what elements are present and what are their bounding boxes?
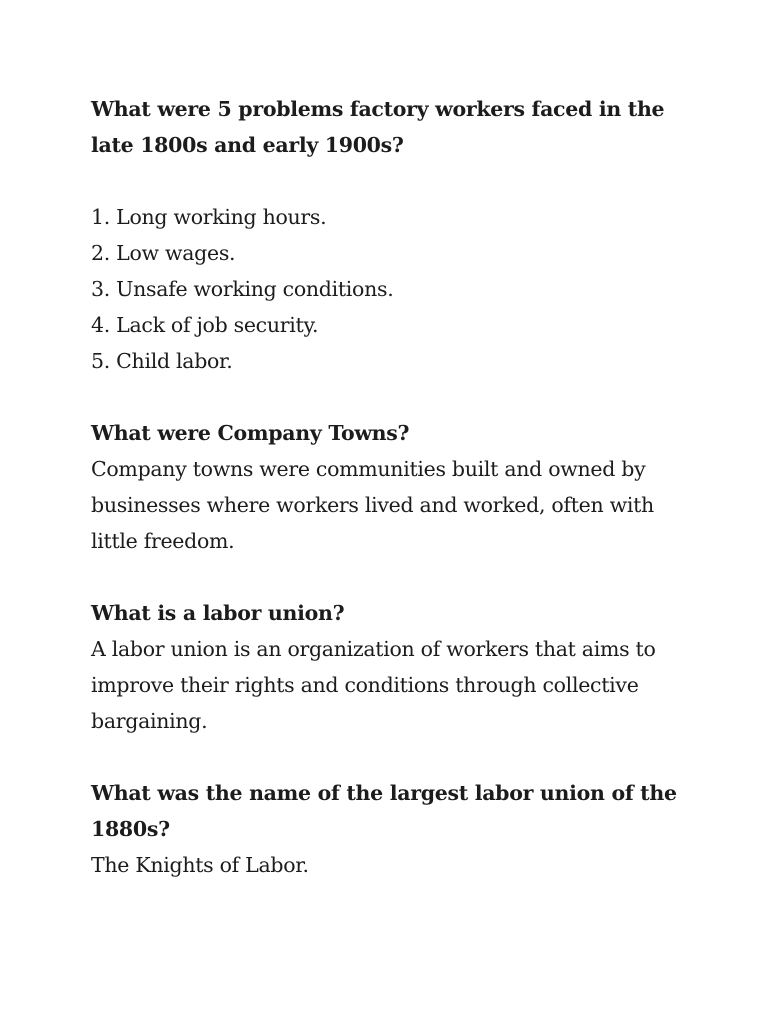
- question-factory-problems: What were 5 problems factory workers faced in the late 1800s and early 1900s?: [91, 97, 665, 157]
- list-item: 2. Low wages.: [91, 241, 236, 265]
- answer-company-towns: Company towns were communities built and owned by businesses where workers lived and worked, often with little freedom.: [91, 457, 654, 553]
- problems-list: [91, 199, 681, 379]
- spacer: [91, 163, 681, 199]
- list-item: 3. Unsafe working conditions.: [91, 277, 394, 301]
- document-page: [91, 91, 681, 883]
- question-labor-union: What is a labor union?: [91, 601, 345, 625]
- question-largest-union: What was the name of the largest labor union of the 1880s?: [91, 781, 677, 841]
- list-item: 5. Child labor.: [91, 349, 233, 373]
- list-item: 4. Lack of job security.: [91, 313, 319, 337]
- spacer: [91, 559, 681, 595]
- spacer: [91, 379, 681, 415]
- spacer: [91, 739, 681, 775]
- question-company-towns: What were Company Towns?: [91, 421, 410, 445]
- answer-largest-union: The Knights of Labor.: [91, 853, 309, 877]
- answer-labor-union: A labor union is an organization of workers that aims to improve their rights and conditions through collective bargaining.: [91, 637, 656, 733]
- list-item: 1. Long working hours.: [91, 205, 327, 229]
